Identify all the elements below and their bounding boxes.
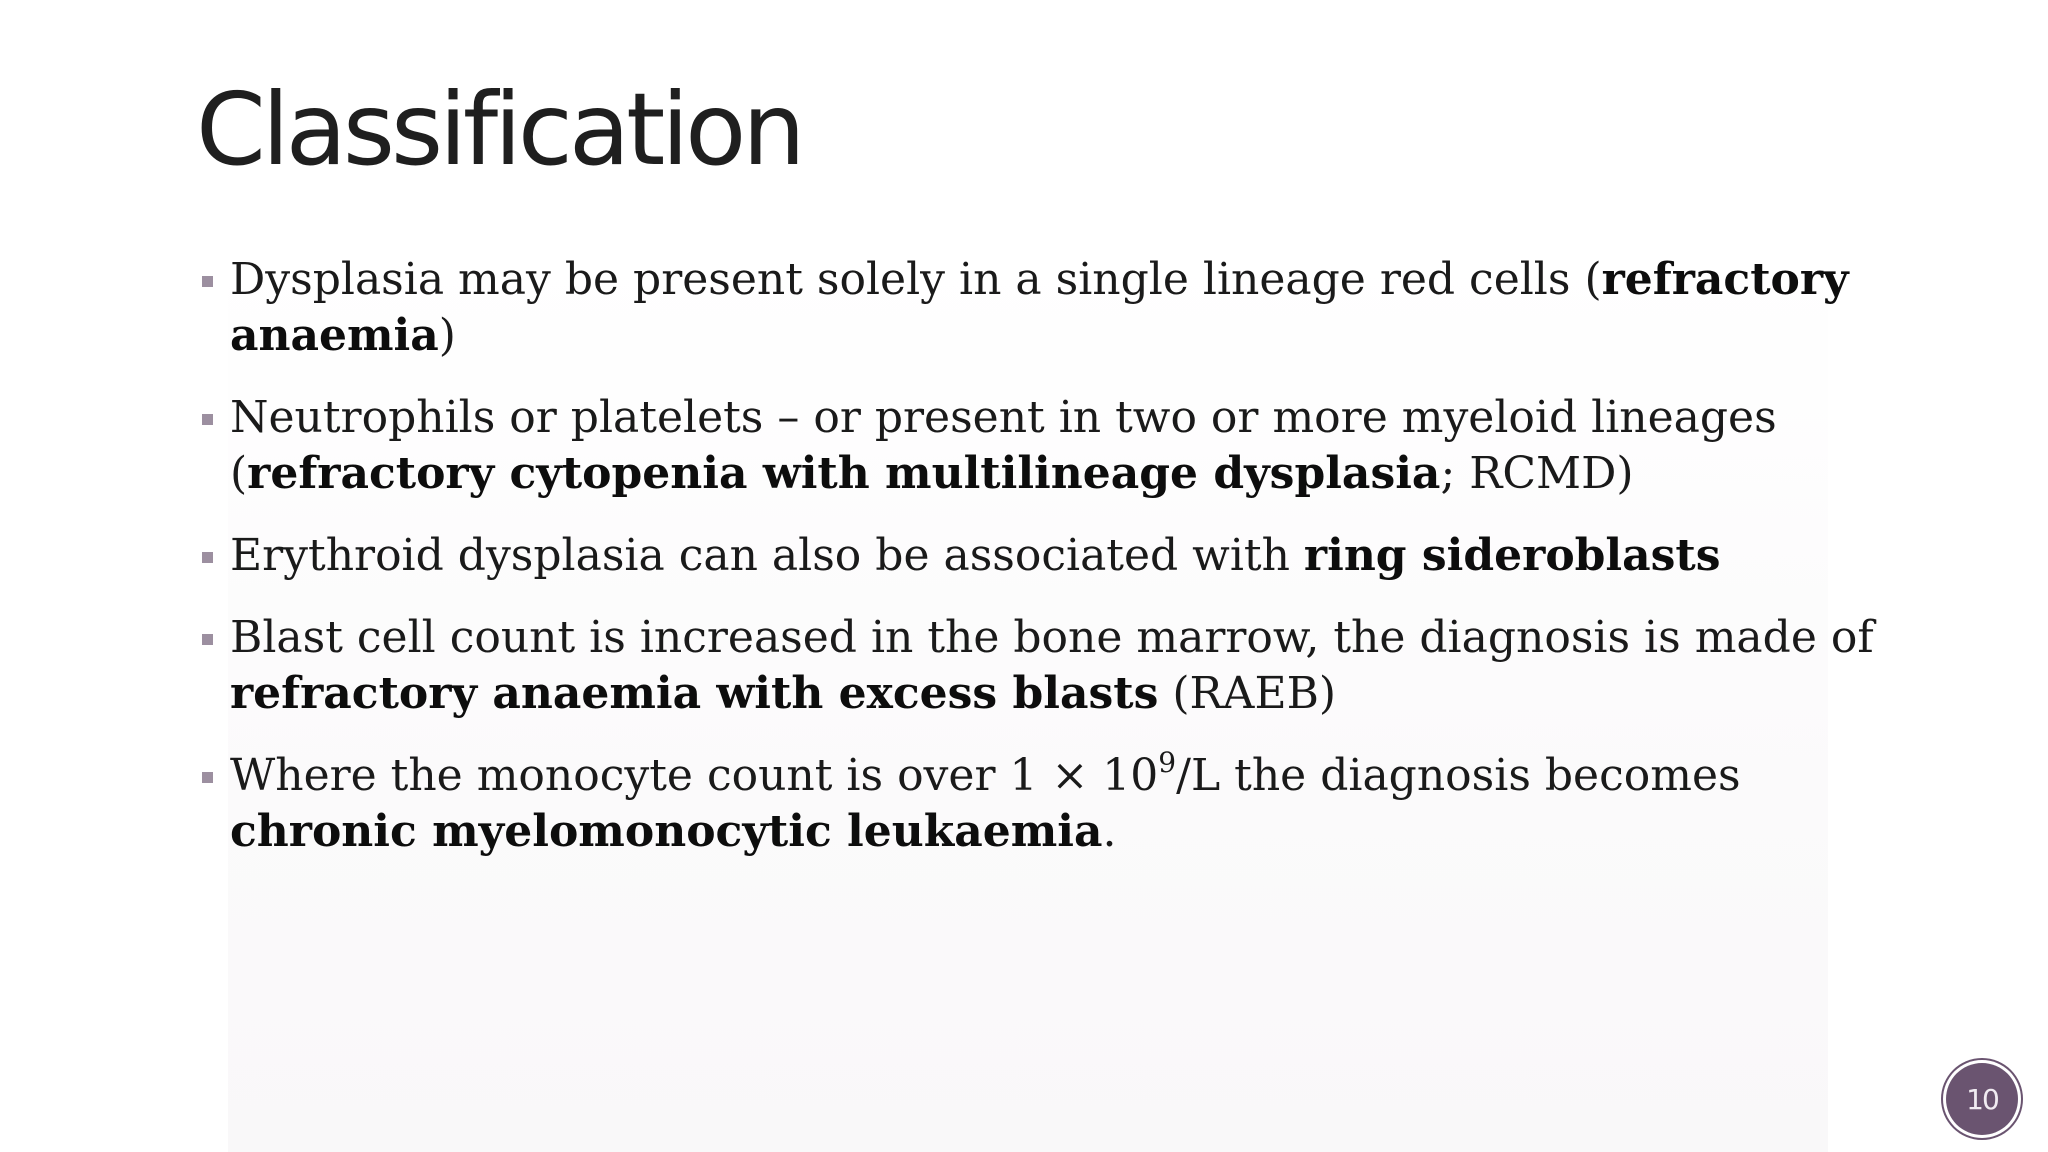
- bullet-text: /L the diagnosis becomes: [1176, 750, 1741, 801]
- bullet-emphasis-text: refractory cytopenia with multilineage dysplasia: [247, 448, 1441, 499]
- bullet-text: ): [438, 310, 456, 361]
- bullet-text: (RAEB): [1158, 668, 1337, 719]
- bullet-text: Erythroid dysplasia can also be associated with: [230, 530, 1304, 581]
- bullet-text: Neutrophils or platelets – or present in two or more myeloid lineages (: [230, 392, 1777, 499]
- bullet-emphasis-text: refractory anaemia with excess blasts: [230, 668, 1159, 719]
- bullet-marker-icon: [202, 634, 213, 645]
- bullet-item: [196, 610, 1876, 722]
- bullet-superscript-text: 9: [1158, 746, 1177, 779]
- bullet-item: [196, 252, 1876, 364]
- bullet-marker-icon: [202, 552, 213, 563]
- bullet-item: [196, 748, 1876, 860]
- bullet-list: [196, 252, 1876, 886]
- slide-title: Classification: [196, 71, 802, 188]
- bullet-marker-icon: [202, 772, 213, 783]
- bullet-emphasis-text: ring sideroblasts: [1303, 530, 1721, 581]
- bullet-text: ; RCMD): [1440, 448, 1634, 499]
- bullet-text: Blast cell count is increased in the bone marrow, the diagnosis is made of: [230, 612, 1874, 663]
- bullet-item: [196, 528, 1876, 584]
- bullet-marker-icon: [202, 276, 213, 287]
- bullet-text: Where the monocyte count is over 1 × 10: [230, 750, 1159, 801]
- bullet-marker-icon: [202, 414, 213, 425]
- bullet-text: .: [1102, 806, 1117, 857]
- bullet-emphasis-text: refractory anaemia: [230, 254, 1849, 361]
- bullet-emphasis-text: chronic myelomonocytic leukaemia: [230, 806, 1103, 857]
- bullet-text: Dysplasia may be present solely in a single lineage red cells (: [230, 254, 1602, 305]
- bullet-item: [196, 390, 1876, 502]
- page-number-badge: 10: [1946, 1063, 2018, 1135]
